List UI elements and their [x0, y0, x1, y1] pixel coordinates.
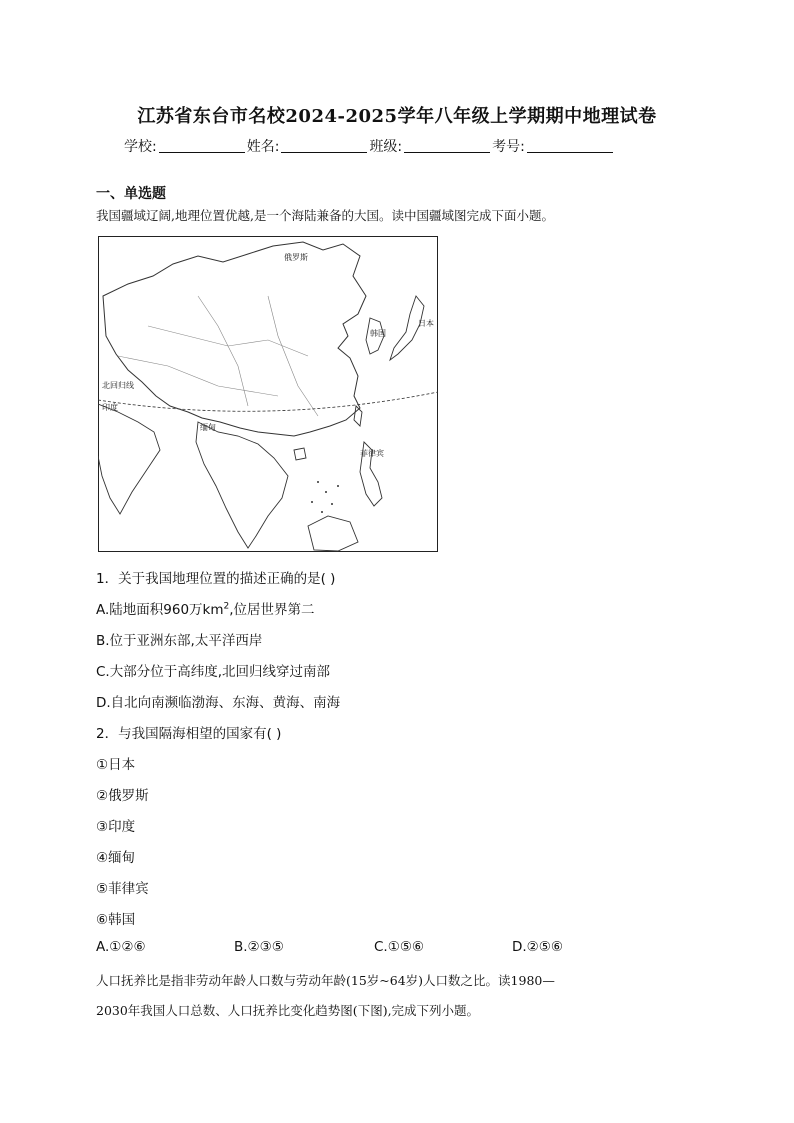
- question-1-option-c[interactable]: C.大部分位于高纬度,北回归线穿过南部: [96, 664, 331, 680]
- question-intro: 我国疆域辽阔,地理位置优越,是一个海陆兼备的大国。读中国疆域图完成下面小题。: [96, 208, 554, 223]
- name-label: 姓名:: [246, 139, 280, 155]
- school-blank[interactable]: [159, 138, 245, 153]
- option-a-text-tail: ,位居世界第二: [229, 602, 315, 618]
- question-1-stem: 1．关于我国地理位置的描述正确的是( ): [96, 571, 336, 587]
- map-label-philippines: 菲律宾: [360, 449, 384, 458]
- exam-title: 江苏省东台市名校2024-2025学年八年级上学期期中地理试卷: [137, 106, 657, 127]
- question-2-option-b[interactable]: B.②③⑤: [234, 939, 284, 955]
- map-label-russia: 俄罗斯: [284, 253, 308, 262]
- question-1-option-d[interactable]: D.自北向南濒临渤海、东海、黄海、南海: [96, 695, 341, 711]
- paragraph-line: 2030年我国人口总数、人口抚养比变化趋势图(下图),完成下列小题。: [96, 1003, 480, 1018]
- question-2-option-d[interactable]: D.②⑤⑥: [512, 939, 563, 955]
- question-2-option-c[interactable]: C.①⑤⑥: [374, 939, 425, 955]
- exam-number-blank[interactable]: [527, 138, 613, 153]
- question-2-options: [96, 939, 563, 955]
- exam-number-label: 考号:: [492, 139, 525, 155]
- question-2-item: ①日本: [96, 757, 136, 773]
- map-label-tropic: 北回归线: [102, 381, 134, 390]
- school-label: 学校:: [124, 139, 157, 155]
- class-blank[interactable]: [404, 138, 490, 153]
- student-info-row: [124, 136, 615, 156]
- question-2-item: ⑤菲律宾: [96, 881, 149, 897]
- map-label-japan: 日本: [418, 319, 434, 328]
- question-2-item: ⑥韩国: [96, 912, 136, 928]
- question-2-item: ③印度: [96, 819, 136, 835]
- question-2-item: ②俄罗斯: [96, 788, 149, 804]
- map-label-india: 印度: [102, 403, 118, 412]
- question-1-option-a[interactable]: [96, 598, 315, 618]
- class-label: 班级:: [369, 139, 403, 155]
- option-a-superscript: 2: [223, 601, 230, 612]
- name-blank[interactable]: [281, 138, 367, 153]
- paragraph-line: 人口抚养比是指非劳动年龄人口数与劳动年龄(15岁~64岁)人口数之比。读1980—: [96, 973, 555, 988]
- section-title: 一、单选题: [96, 186, 166, 202]
- dependency-ratio-intro: [96, 966, 706, 1026]
- question-2-option-a[interactable]: A.①②⑥: [96, 939, 146, 955]
- question-1-option-b[interactable]: B.位于亚洲东部,太平洋西岸: [96, 633, 263, 649]
- question-2-item: ④缅甸: [96, 850, 136, 866]
- question-2-stem: 2．与我国隔海相望的国家有( ): [96, 726, 282, 742]
- map-label-myanmar: 缅甸: [200, 423, 216, 432]
- map-label-korea: 韩国: [370, 329, 386, 338]
- option-a-text: A.陆地面积960万km: [96, 602, 224, 618]
- china-territory-map: [98, 236, 438, 552]
